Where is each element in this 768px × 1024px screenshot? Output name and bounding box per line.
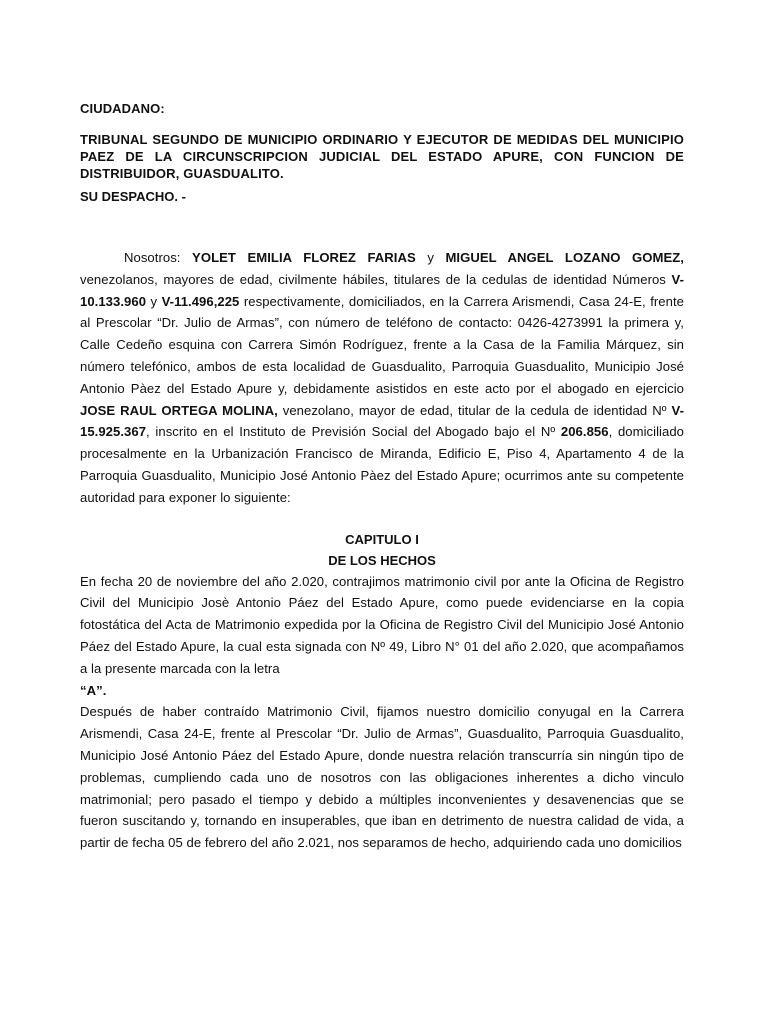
intro-text: y (146, 293, 162, 309)
intro-paragraph (80, 247, 684, 509)
intro-text: Nosotros: (124, 250, 193, 265)
intro-text: , domiciliado procesalmente en la Urbanización Francisco de Miranda, Edificio E, Piso 4, Apartamento 4 de la Parroquia Guasdualito, Municipio José Antonio Pàez del Estado Apure; ocurrimos ante su competente autoridad para exponer lo siguiente: (80, 424, 684, 505)
lawyer-name: JOSE RAUL ORTEGA MOLINA, (80, 402, 278, 418)
applicant-id-2: V-11.496,225 (161, 293, 240, 309)
document-body (80, 100, 684, 854)
closing-heading: SU DESPACHO. - (80, 189, 186, 204)
intro-text: venezolano, mayor de edad, titular de la cedula de identidad Nº (277, 402, 672, 418)
intro-text: venezolanos, mayores de edad, civilmente hábiles, titulares de la cedulas de identidad Números (80, 271, 672, 287)
chapter-title: DE LOS HECHOS (328, 552, 436, 568)
intro-text: respectivamente, domiciliados, en la Carrera Arismendi, Casa 24-E, frente al Prescolar “Dr. Julio de Armas”, con número de teléfono de contacto: 0426-4273991 la primera y, Calle Cedeño esquina con Carrera Simón Rodríguez, frente a la Casa de la Familia Márquez, sin número telefónico, ambos de esta localidad de Guasdualito, Parroquia Guasdualito, Municipio José Antonio Pàez del Estado Apure y, debidamente asistidos en este acto por el abogado en ejercicio (80, 293, 684, 396)
facts-text: En fecha 20 de noviembre del año 2.020, contrajimos matrimonio civil por ante la Oficina de Registro Civil del Municipio Josè Antonio Páez del Estado Apure, como puede evidenciarse en la copia fotostática del Acta de Matrimonio expedida por la Oficina de Registro Civil del Municipio José Antonio Páez del Estado Apure, la cual esta signada con Nº 49, Libro N° 01 del año 2.020, que acompañamos a la presente marcada con la letra (80, 573, 684, 676)
chapter-number: CAPITULO I (345, 531, 419, 547)
applicant-name-2: MIGUEL ANGEL LOZANO GOMEZ, (445, 250, 684, 265)
chapter-heading (80, 529, 684, 571)
addressee-heading: CIUDADANO: (80, 101, 165, 116)
intro-text: , inscrito en el Instituto de Previsión Social del Abogado bajo el Nº (146, 424, 561, 440)
lawyer-id: V-15.925.367 (80, 402, 684, 440)
court-name: TRIBUNAL SEGUNDO DE MUNICIPIO ORDINARIO Y EJECUTOR DE MEDIDAS DEL MUNICIPIO PAEZ DE LA CIRCUNSCRIPCION JUDICIAL DEL ESTADO APURE, CON FUNCION DE DISTRIBUIDOR, GUASDUALITO. (80, 132, 684, 181)
facts-paragraph-2: Después de haber contraído Matrimonio Civil, fijamos nuestro domicilio conyugal en la Carrera Arismendi, Casa 24-E, frente al Prescolar “Dr. Julio de Armas”, Guasdualito, Parroquia Guasdualito, Municipio José Antonio Páez del Estado Apure, donde nuestra relación transcurría sin ningún tipo de problemas, cumpliendo cada uno de nosotros con las obligaciones inherentes a dicho vinculo matrimonial; pero pasado el tiempo y debido a múltiples inconvenientes y desavenencias que se fueron suscitando y, tornando en insuperables, que iban en detrimento de nuestra calidad de vida, a partir de fecha 05 de febrero del año 2.021, nos separamos de hecho, adquiriendo cada uno domicilios (80, 704, 684, 851)
applicant-id-1: V-10.133.960 (80, 271, 684, 309)
lawyer-registration-number: 206.856 (560, 424, 609, 440)
facts-paragraph-1 (80, 571, 684, 702)
exhibit-letter: “A”. (80, 682, 107, 698)
applicant-name-1: YOLET EMILIA FLOREZ FARIAS (192, 250, 416, 265)
intro-text: y (415, 250, 446, 265)
